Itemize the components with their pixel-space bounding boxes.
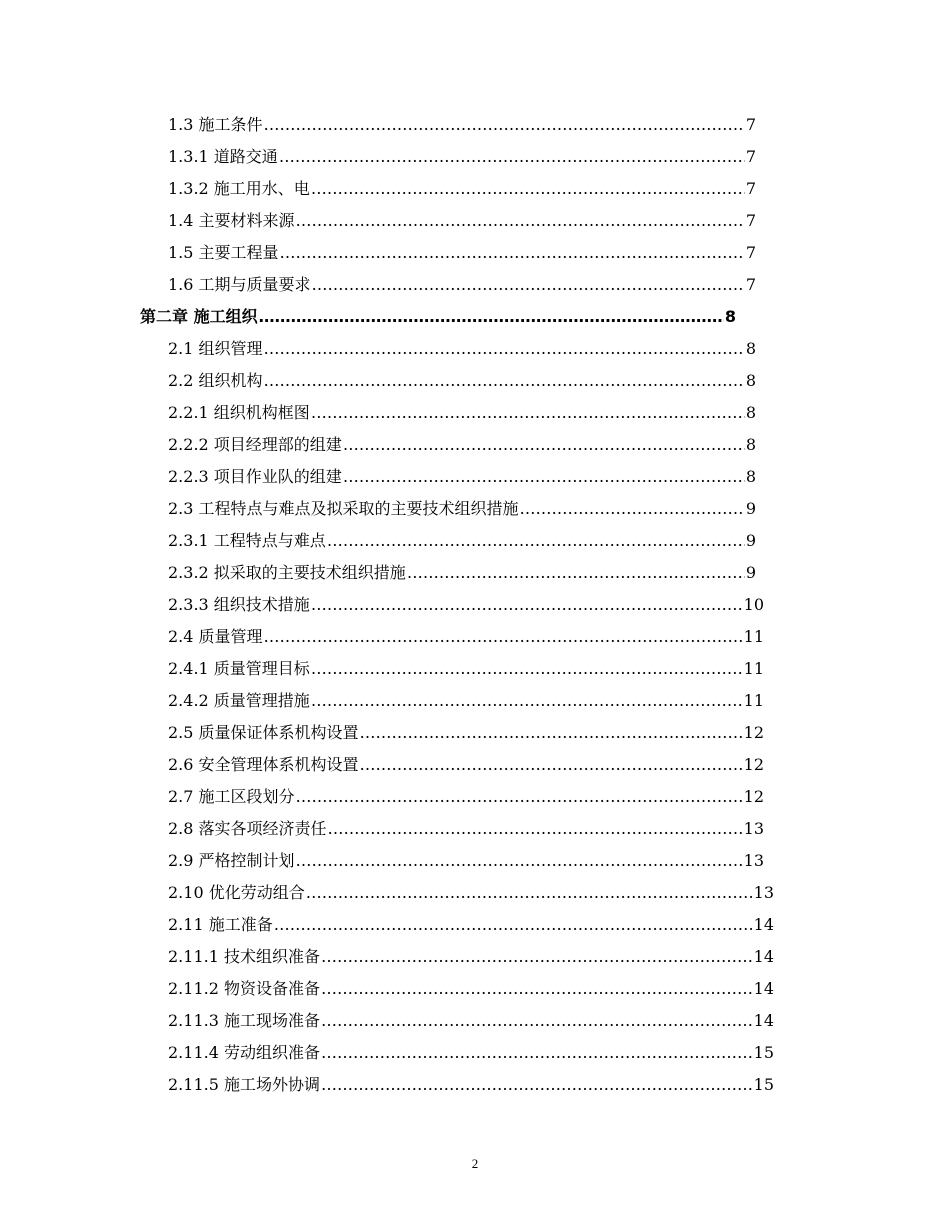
dot-leader: [520, 494, 745, 524]
toc-entry-page: 7: [745, 275, 756, 294]
dot-leader: [343, 462, 745, 492]
page-number: 2: [471, 1156, 479, 1171]
toc-entry-label: 2.8 落实各项经济责任: [168, 819, 327, 838]
toc-entry-label: 2.11.2 物资设备准备: [168, 979, 320, 998]
dot-leader: [296, 846, 743, 876]
toc-entry-page: 9: [745, 499, 756, 518]
dot-leader: [407, 558, 745, 588]
dot-leader: [264, 334, 745, 364]
toc-entry-label: 2.10 优化劳动组合: [168, 883, 305, 902]
toc-entry[interactable]: [168, 174, 756, 204]
toc-entry[interactable]: [168, 398, 756, 428]
toc-entry-page: 7: [745, 211, 756, 230]
toc-entry-label: 1.6 工期与质量要求: [168, 275, 311, 294]
toc-entry-page: 12: [743, 755, 764, 774]
toc-entry-page: 8: [745, 435, 756, 454]
toc-entry-page: 11: [743, 627, 764, 646]
toc-entry-page: 11: [743, 659, 764, 678]
toc-entry-page: 13: [743, 851, 764, 870]
toc-entry-label: 2.4 质量管理: [168, 627, 263, 646]
toc-entry-page: 14: [753, 1011, 774, 1030]
toc-entry-page: 7: [745, 179, 756, 198]
toc-entry-label: 2.2.3 项目作业队的组建: [168, 467, 342, 486]
toc-entry[interactable]: [168, 590, 764, 620]
dot-leader: [328, 814, 743, 844]
toc-entry[interactable]: [168, 462, 756, 492]
dot-leader: [264, 366, 745, 396]
toc-entry-page: 14: [753, 979, 774, 998]
toc-entry-page: 8: [745, 371, 756, 390]
toc-entry[interactable]: [168, 238, 756, 268]
toc-entry-page: 14: [753, 915, 774, 934]
toc-entry-label: 第二章 施工组织: [140, 307, 258, 326]
toc-entry-label: 2.2.2 项目经理部的组建: [168, 435, 342, 454]
dot-leader: [279, 142, 745, 172]
toc-entry[interactable]: [168, 142, 756, 172]
dot-leader: [343, 430, 745, 460]
toc-entry-label: 1.4 主要材料来源: [168, 211, 295, 230]
toc-entry-label: 2.5 质量保证体系机构设置: [168, 723, 359, 742]
dot-leader: [264, 622, 743, 652]
toc-entry-label: 2.3.1 工程特点与难点: [168, 531, 326, 550]
toc-entry-page: 8: [724, 307, 736, 326]
dot-leader: [311, 590, 743, 620]
toc-entry-page: 9: [745, 531, 756, 550]
dot-leader: [312, 270, 745, 300]
toc-entry[interactable]: [168, 750, 764, 780]
toc-entry[interactable]: [168, 1070, 774, 1100]
toc-entry[interactable]: [168, 942, 774, 972]
toc-entry-label: 2.7 施工区段划分: [168, 787, 295, 806]
toc-entry-page: 11: [743, 691, 764, 710]
toc-entry-label: 2.2 组织机构: [168, 371, 263, 390]
toc-entry-label: 1.3.1 道路交通: [168, 147, 278, 166]
toc-entry[interactable]: [168, 270, 756, 300]
toc-entry-page: 10: [743, 595, 764, 614]
toc-entry-page: 12: [743, 723, 764, 742]
toc-entry[interactable]: [168, 1038, 774, 1068]
toc-entry[interactable]: [168, 526, 756, 556]
toc-entry-label: 2.11 施工准备: [168, 915, 273, 934]
toc-entry[interactable]: [168, 878, 774, 908]
toc-entry[interactable]: [168, 846, 764, 876]
dot-leader: [321, 942, 753, 972]
dot-leader: [321, 1006, 753, 1036]
toc-entry[interactable]: [168, 1006, 774, 1036]
toc-entry-label: 2.11.3 施工现场准备: [168, 1011, 320, 1030]
dot-leader: [296, 782, 743, 812]
toc-entry-label: 2.9 严格控制计划: [168, 851, 295, 870]
toc-entry[interactable]: [168, 334, 756, 364]
dot-leader: [280, 238, 745, 268]
toc-entry[interactable]: [168, 910, 774, 940]
toc-chapter-entry[interactable]: [140, 302, 736, 332]
toc-entry[interactable]: [168, 430, 756, 460]
toc-entry-label: 2.11.5 施工场外协调: [168, 1075, 320, 1094]
toc-entry-page: 13: [753, 883, 774, 902]
dot-leader: [311, 398, 745, 428]
toc-entry-label: 2.1 组织管理: [168, 339, 263, 358]
dot-leader: [321, 1038, 753, 1068]
toc-entry-page: 15: [753, 1075, 774, 1094]
toc-entry-page: 7: [745, 115, 756, 134]
dot-leader: [311, 686, 743, 716]
toc-entry[interactable]: [168, 494, 756, 524]
toc-entry-label: 2.11.4 劳动组织准备: [168, 1043, 320, 1062]
toc-entry-page: 15: [753, 1043, 774, 1062]
toc-entry-page: 14: [753, 947, 774, 966]
toc-entry-label: 2.4.1 质量管理目标: [168, 659, 310, 678]
toc-entry-label: 1.3 施工条件: [168, 115, 263, 134]
toc-entry[interactable]: [168, 718, 764, 748]
dot-leader: [311, 174, 745, 204]
toc-entry-page: 8: [745, 339, 756, 358]
toc-entry-label: 2.3.3 组织技术措施: [168, 595, 310, 614]
dot-leader: [321, 1070, 753, 1100]
toc-entry-page: 9: [745, 563, 756, 582]
toc-entry-label: 2.3.2 拟采取的主要技术组织措施: [168, 563, 406, 582]
toc-entry[interactable]: [168, 558, 756, 588]
toc-entry[interactable]: [168, 974, 774, 1004]
toc-entry-page: 13: [743, 819, 764, 838]
toc-entry[interactable]: [168, 782, 764, 812]
toc-entry[interactable]: [168, 206, 756, 236]
toc-entry[interactable]: [168, 366, 756, 396]
dot-leader: [274, 910, 753, 940]
dot-leader: [360, 750, 743, 780]
toc-entry-page: 7: [745, 147, 756, 166]
toc-entry[interactable]: [168, 110, 756, 140]
toc-entry-page: 8: [745, 467, 756, 486]
toc-entry[interactable]: [168, 814, 764, 844]
toc-entry-label: 2.2.1 组织机构框图: [168, 403, 310, 422]
toc-entry-label: 1.5 主要工程量: [168, 243, 279, 262]
toc-entry[interactable]: [168, 622, 764, 652]
dot-leader: [311, 654, 743, 684]
dot-leader: [327, 526, 745, 556]
dot-leader: [321, 974, 753, 1004]
toc-entry-page: 7: [745, 243, 756, 262]
dot-leader: [259, 302, 724, 332]
toc-entry-label: 1.3.2 施工用水、电: [168, 179, 310, 198]
toc-entry-label: 2.6 安全管理体系机构设置: [168, 755, 359, 774]
toc-entry-page: 12: [743, 787, 764, 806]
toc-entry[interactable]: [168, 654, 764, 684]
toc-entry-label: 2.4.2 质量管理措施: [168, 691, 310, 710]
dot-leader: [360, 718, 743, 748]
dot-leader: [306, 878, 753, 908]
toc-entry-label: 2.3 工程特点与难点及拟采取的主要技术组织措施: [168, 499, 519, 518]
toc-entry[interactable]: [168, 686, 764, 716]
dot-leader: [296, 206, 745, 236]
toc-entry-page: 8: [745, 403, 756, 422]
toc-entry-label: 2.11.1 技术组织准备: [168, 947, 320, 966]
dot-leader: [264, 110, 745, 140]
